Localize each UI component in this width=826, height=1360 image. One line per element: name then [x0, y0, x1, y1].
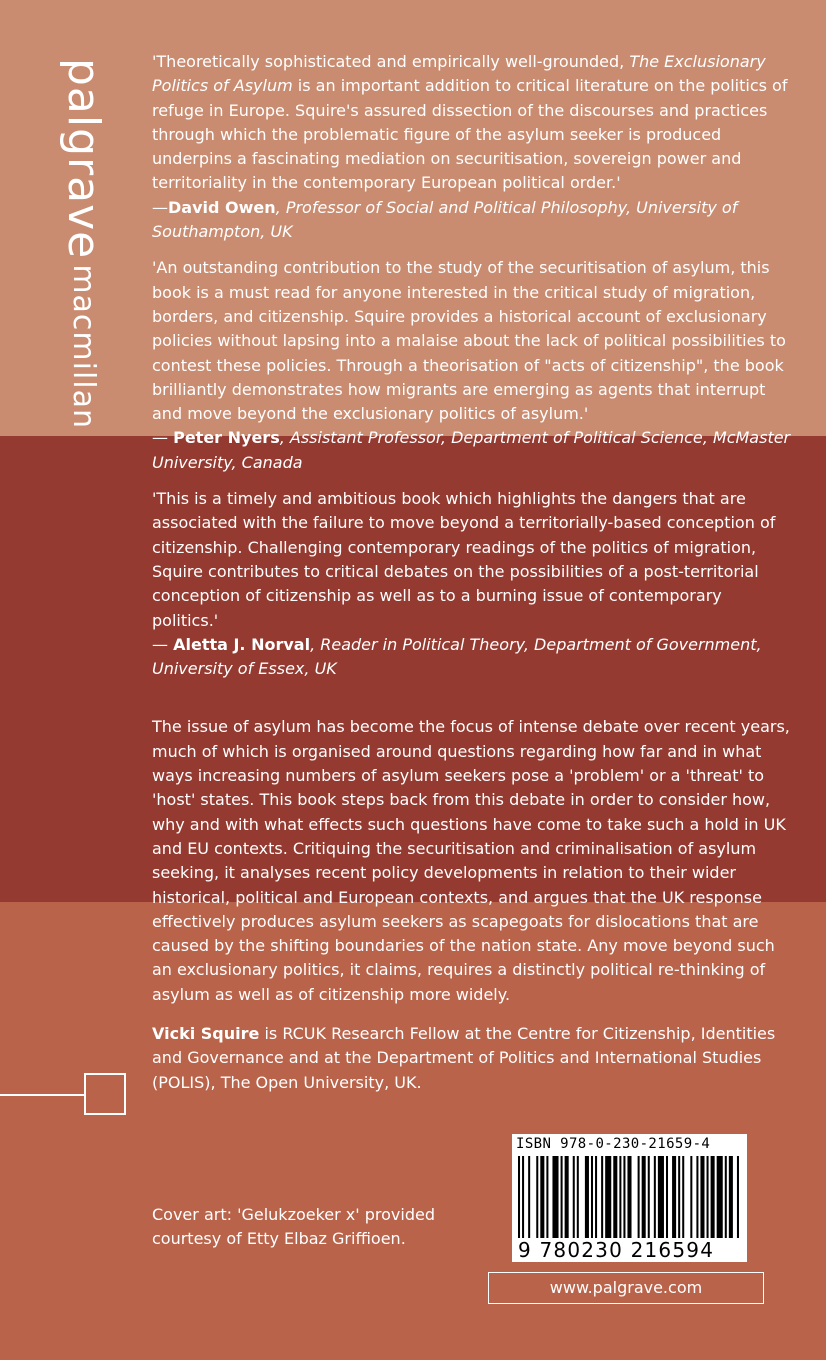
barcode-bar: [717, 1156, 723, 1238]
barcode-bar: [623, 1156, 625, 1238]
barcode-bar: [696, 1156, 698, 1238]
barcode-bar: [707, 1156, 709, 1238]
barcode-bar: [577, 1156, 579, 1238]
barcode-bar: [737, 1156, 739, 1238]
back-cover-text: [152, 50, 792, 1095]
logo-palgrave: palgrave: [57, 58, 109, 260]
barcode-bar: [522, 1156, 524, 1238]
barcode-bar: [565, 1156, 569, 1238]
endorsement-3-author: Aletta J. Norval: [173, 634, 311, 654]
barcode-bar: [658, 1156, 664, 1238]
barcode-bar: [518, 1156, 520, 1238]
author-bio-text: is RCUK Research Fellow at the Centre for Citizenship, Identities and Governance and at the Department of Politics and International Studies (POLIS), The Open University, UK.: [152, 1023, 776, 1092]
endorsement-1-text-start: 'Theoretically sophisticated and empirically well-grounded,: [152, 52, 630, 71]
book-title: The Exclusionary Politics of Asylum: [152, 52, 766, 96]
cover-art-credit: Cover art: 'Gelukzoeker x' provided courtesy of Etty Elbaz Griffioen.: [152, 1205, 435, 1248]
logo-macmillan: macmillan: [65, 264, 101, 430]
barcode-bar: [627, 1156, 631, 1238]
author-bio: [152, 1022, 792, 1095]
attribution-dash: —: [152, 197, 168, 217]
endorsement-1-author: David Owen: [168, 197, 276, 217]
barcode-bar: [678, 1156, 680, 1238]
barcode-bar: [613, 1156, 617, 1238]
endorsement-2-affiliation: , Assistant Professor, Department of Political Science, McMaster University, Canada: [152, 428, 791, 472]
barcode-bar: [700, 1156, 704, 1238]
attribution-dash: —: [152, 634, 174, 654]
endorsement-1-affiliation: , Professor of Social and Political Philosophy, University of Southampton, UK: [152, 197, 738, 242]
barcode-bar: [725, 1156, 727, 1238]
endorsement-3-affiliation: , Reader in Political Theory, Department of Government, University of Essex, UK: [152, 634, 762, 679]
barcode-bar: [585, 1156, 589, 1238]
barcode-bar: [682, 1156, 684, 1238]
author-name: Vicki Squire: [152, 1023, 260, 1043]
endorsement-3-text: 'This is a timely and ambitious book which highlights the dangers that are associated with the failure to move beyond a territorially-based conception of citizenship. Challenging contemporary readings of the politics of migration, Squire contributes to critical debates on the possibilities of a post-territorial conception of citizenship as well as to a burning issue of contemporary politics.': [152, 489, 776, 630]
barcode-bar: [729, 1156, 733, 1238]
ean-digits: 9 780230 216594: [518, 1238, 715, 1262]
endorsement-2-attribution: [152, 428, 790, 471]
endorsement-1-text-end: is an important addition to critical literature on the politics of refuge in Europe. Squire's assured dissection of the discourses and practices through which the problematic figure of the asylum seeker is produced underpins a fascinating mediation on securitisation, sovereign power and territoriality in the contemporary European political order.': [152, 76, 788, 193]
barcode-bar: [573, 1156, 575, 1238]
barcode-bar: [540, 1156, 544, 1238]
barcode-bars: [518, 1156, 741, 1238]
book-description: The issue of asylum has become the focus of intense debate over recent years, much of which is organised around questions regarding how far and in what ways increasing numbers of asylum seekers pose a 'problem' or a 'threat' to 'host' states. This book steps back from this debate in order to consider how, why and with what effects such questions have come to take such a hold in UK and EU contexts. Critiquing the securitisation and criminalisation of asylum seeking, it analyses recent policy developments in relation to their wider historical, political and European contexts, and argues that the UK response effectively produces asylum seekers as scapegoats for dislocations that are caused by the shifting boundaries of the nation state. Any move beyond such an exclusionary politics, it claims, requires a distinctly political re-thinking of asylum as well as of citizenship more widely.: [152, 717, 790, 1004]
endorsement-2: [152, 256, 792, 475]
barcode-bar: [711, 1156, 715, 1238]
decorative-line: [0, 1094, 84, 1096]
barcode-bar: [648, 1156, 650, 1238]
isbn-number: ISBN 978-0-230-21659-4: [516, 1136, 711, 1152]
barcode-bar: [642, 1156, 646, 1238]
barcode-bar: [546, 1156, 548, 1238]
barcode-bar: [552, 1156, 558, 1238]
endorsement-3: [152, 487, 792, 681]
barcode-bar: [536, 1156, 538, 1238]
barcode-bar: [619, 1156, 621, 1238]
endorsement-1: [152, 50, 792, 244]
barcode-bar: [672, 1156, 676, 1238]
endorsement-2-text: 'An outstanding contribution to the study of the securitisation of asylum, this book is a must read for anyone interested in the critical study of migration, borders, and citizenship. Squire provides a historical account of exclusionary policies without lapsing into a malaise about the lack of political possibilities to contest these policies. Through a theorisation of "acts of citizenship", the book brilliantly demonstrates how migrants are emerging as agents that interrupt and move beyond the exclusionary politics of asylum.': [152, 258, 786, 424]
endorsement-3-attribution: [152, 635, 762, 678]
endorsement-2-author: Peter Nyers: [173, 428, 280, 448]
barcode-bar: [666, 1156, 668, 1238]
publisher-logo: [57, 58, 109, 430]
barcode-bar: [605, 1156, 611, 1238]
publisher-website[interactable]: www.palgrave.com: [488, 1272, 764, 1304]
barcode-bar: [654, 1156, 656, 1238]
barcode-bar: [638, 1156, 640, 1238]
barcode-bar: [591, 1156, 593, 1238]
isbn-barcode: [512, 1134, 747, 1262]
barcode-bar: [690, 1156, 692, 1238]
barcode-bar: [561, 1156, 563, 1238]
barcode-bar: [601, 1156, 603, 1238]
barcode-bar: [595, 1156, 597, 1238]
endorsement-1-attribution: [152, 198, 737, 241]
decorative-square: [84, 1073, 126, 1115]
barcode-bar: [528, 1156, 530, 1238]
attribution-dash: —: [152, 428, 174, 448]
